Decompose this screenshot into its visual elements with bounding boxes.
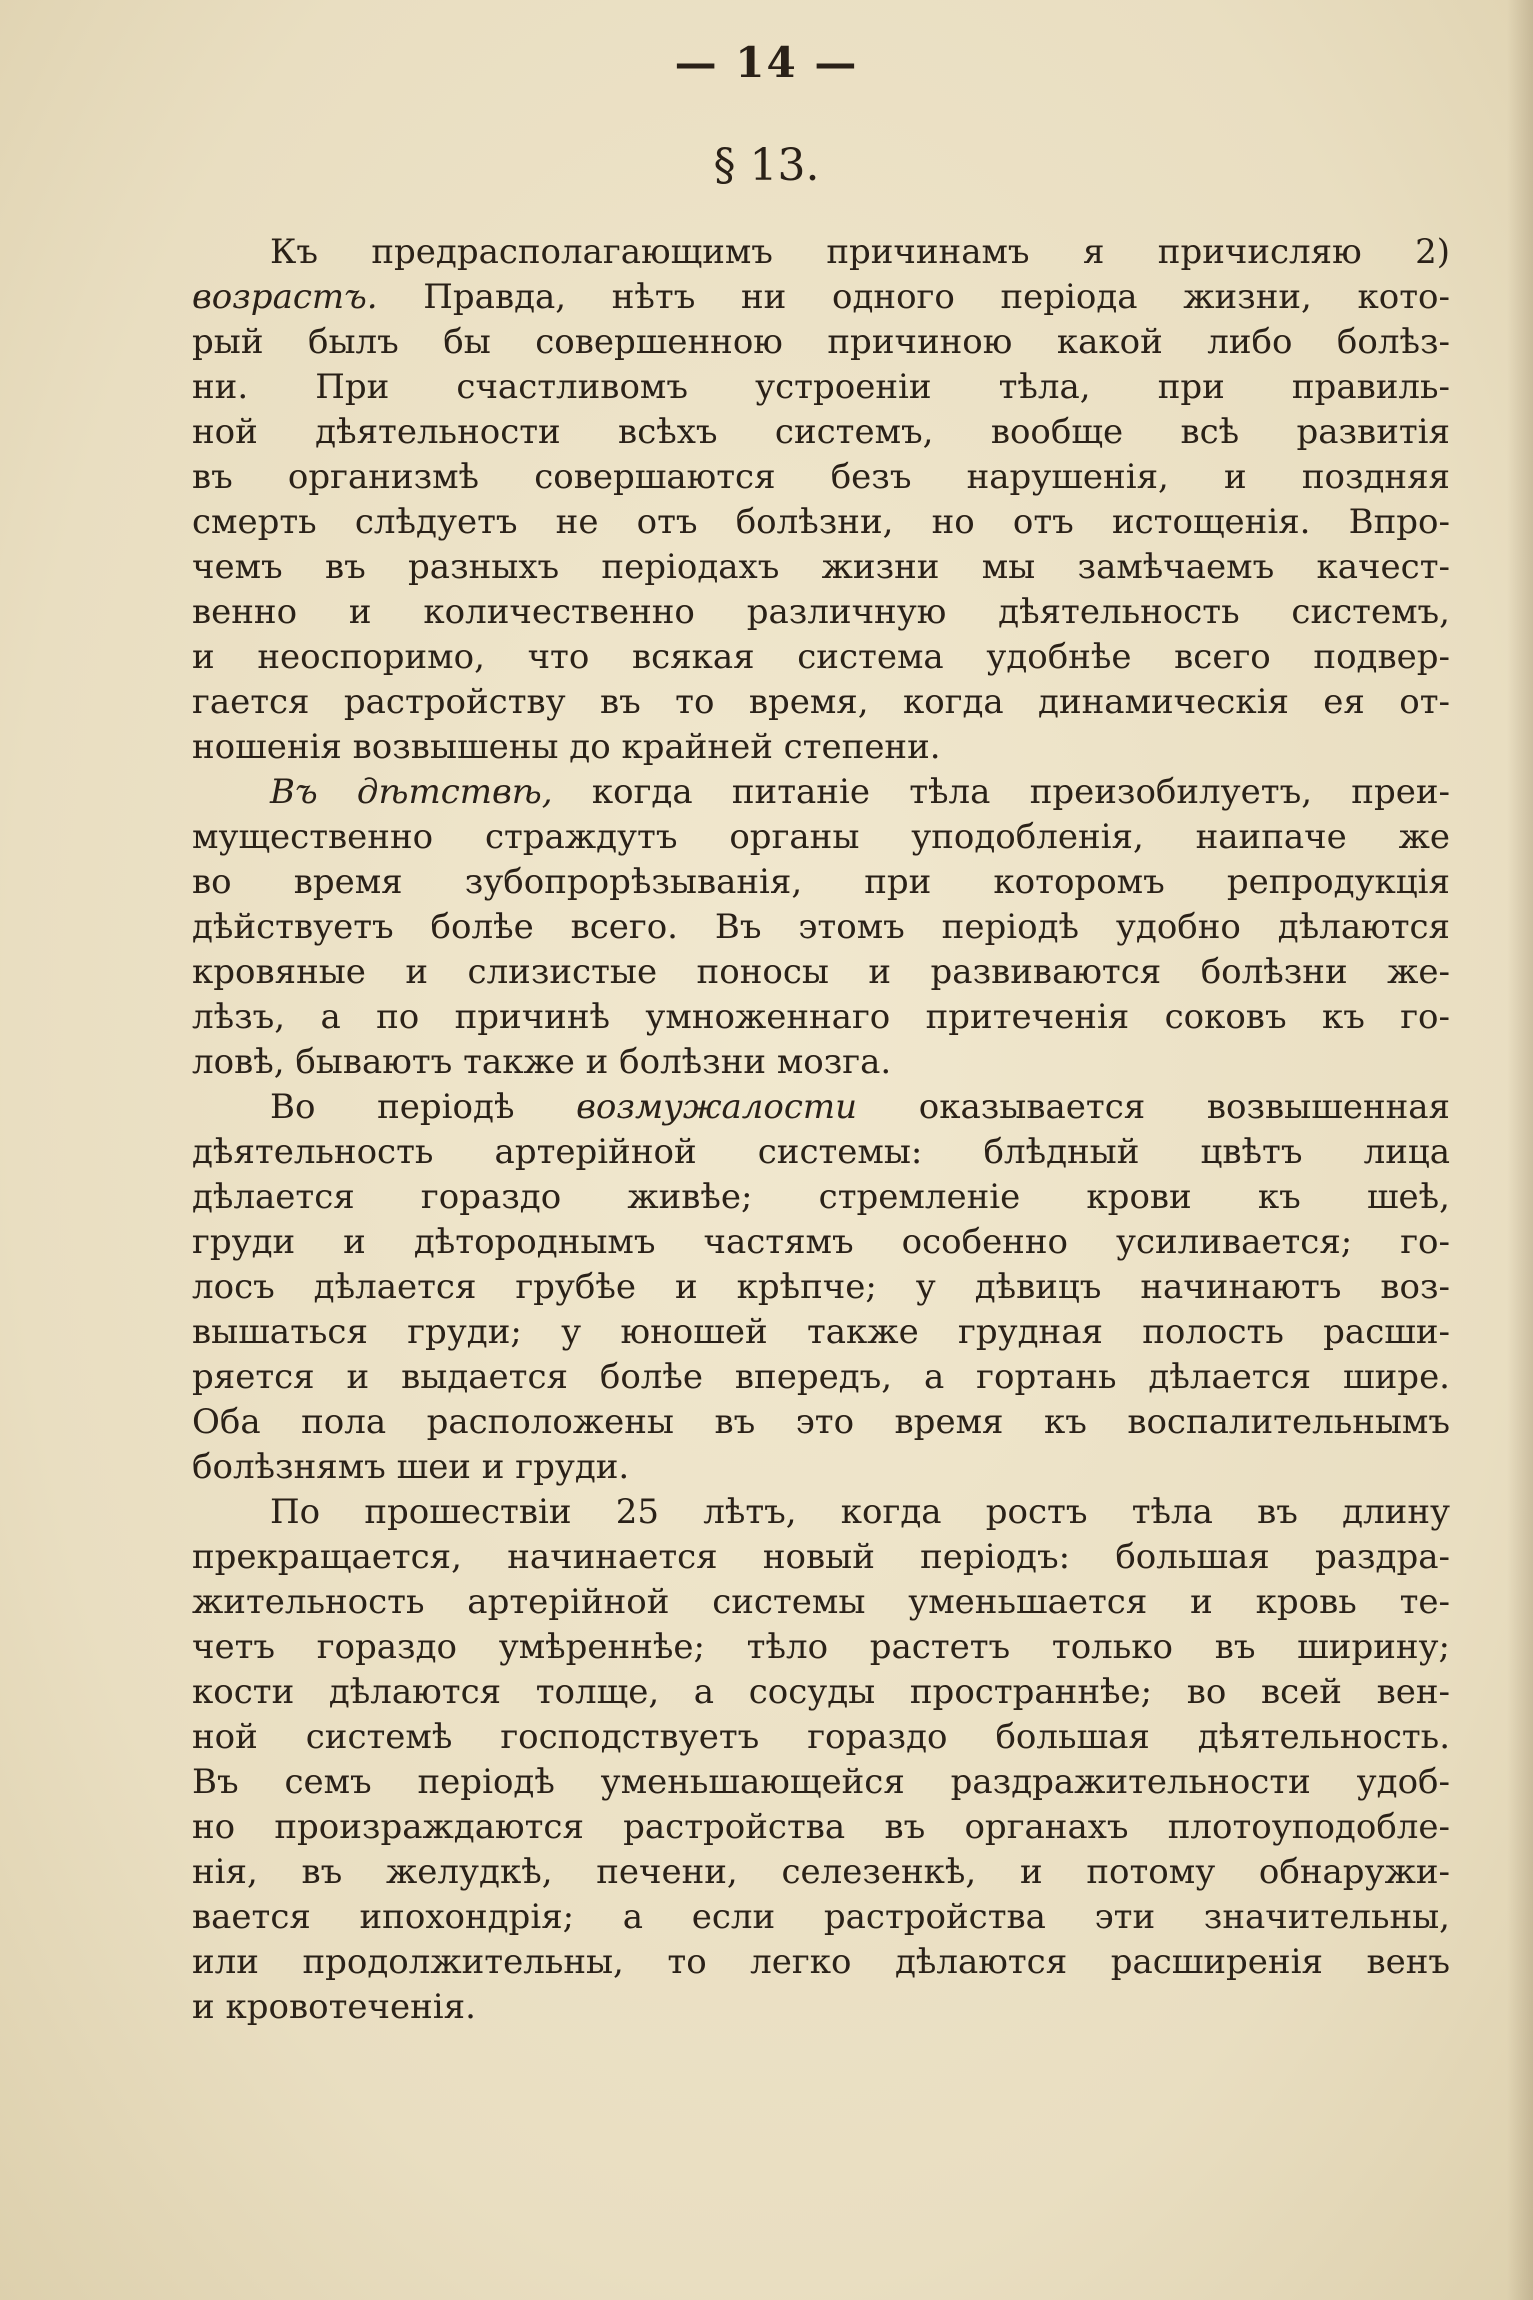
- line-text: ной дѣятельности всѣхъ системъ, вообще всѣ развитія: [192, 412, 1450, 452]
- text-line: [192, 1760, 1450, 1805]
- page-number: — 14 —: [674, 38, 859, 87]
- text-line: [192, 1670, 1450, 1715]
- line-text: венно и количественно различную дѣятельность системъ,: [192, 592, 1450, 632]
- text-line: [192, 1220, 1450, 1265]
- text-line: [192, 230, 1450, 275]
- text-line: [192, 950, 1450, 995]
- line-text: мущественно страждутъ органы уподобленія, наипаче же: [192, 817, 1450, 857]
- text-line: [192, 905, 1450, 950]
- text-line: [192, 545, 1450, 590]
- line-text: но произраждаются растройства въ органахъ плотоуподобле-: [192, 1807, 1450, 1847]
- text-line: [192, 725, 1450, 770]
- page-edge-shadow: [1507, 0, 1533, 2300]
- text-line: [192, 1535, 1450, 1580]
- line-text: ношенія возвышены до крайней степени.: [192, 727, 941, 767]
- text-line: [192, 1625, 1450, 1670]
- text-line: [192, 1175, 1450, 1220]
- text-line: [192, 1985, 1450, 2030]
- text-line: [192, 1130, 1450, 1175]
- line-text: оказывается возвышенная: [857, 1087, 1450, 1127]
- line-text: кровяные и слизистые поносы и развиваются болѣзни же-: [192, 952, 1450, 992]
- line-text: и неоспоримо, что всякая система удобнѣе всего подвер-: [192, 637, 1450, 677]
- text-line: [192, 455, 1450, 500]
- line-text: Въ семъ періодѣ уменьшающейся раздражительности удоб-: [192, 1762, 1450, 1802]
- line-text: вышаться груди; у юношей также грудная полость расши-: [192, 1312, 1450, 1352]
- italic-term: Въ дѣтствѣ,: [270, 772, 553, 812]
- text-line: [192, 1940, 1450, 1985]
- text-line: [192, 1040, 1450, 1085]
- italic-term: возрастъ.: [192, 277, 378, 317]
- line-text: По прошествіи 25 лѣтъ, когда ростъ тѣла въ длину: [270, 1492, 1450, 1532]
- line-text: дѣлается гораздо живѣе; стремленіе крови къ шеѣ,: [192, 1177, 1450, 1217]
- text-line: [192, 815, 1450, 860]
- text-line: [192, 365, 1450, 410]
- text-line: [192, 1715, 1450, 1760]
- text-line: [192, 1895, 1450, 1940]
- line-text: прекращается, начинается новый періодъ: большая раздра-: [192, 1537, 1450, 1577]
- text-line: [192, 770, 1450, 815]
- text-line: [192, 1580, 1450, 1625]
- line-text: или продолжительны, то легко дѣлаются расширенія венъ: [192, 1942, 1450, 1982]
- text-line: [192, 410, 1450, 455]
- line-text: жительность артерійной системы уменьшается и кровь те-: [192, 1582, 1450, 1622]
- text-line: [192, 1355, 1450, 1400]
- text-line: [192, 635, 1450, 680]
- line-text: болѣзнямъ шеи и груди.: [192, 1447, 630, 1487]
- line-text: и кровотеченія.: [192, 1987, 476, 2027]
- text-line: [192, 995, 1450, 1040]
- line-text: лосъ дѣлается грубѣе и крѣпче; у дѣвицъ начинаютъ воз-: [192, 1267, 1450, 1307]
- text-line: [192, 1265, 1450, 1310]
- text-line: [192, 500, 1450, 545]
- line-text: ряется и выдается болѣе впередъ, а гортань дѣлается шире.: [192, 1357, 1450, 1397]
- line-text: лѣзъ, а по причинѣ умноженнаго притеченія соковъ къ го-: [192, 997, 1450, 1037]
- text-line: [192, 1805, 1450, 1850]
- text-line: [192, 320, 1450, 365]
- line-text: Правда, нѣтъ ни одного періода жизни, кото-: [377, 277, 1450, 317]
- line-text: кости дѣлаются толще, а сосуды пространнѣе; во всей вен-: [192, 1672, 1450, 1712]
- line-text: ловѣ, бываютъ также и болѣзни мозга.: [192, 1042, 892, 1082]
- line-text: Къ предрасполагающимъ причинамъ я причисляю 2): [270, 232, 1450, 272]
- text-line: [192, 1085, 1450, 1130]
- line-text: груди и дѣтороднымъ частямъ особенно усиливается; го-: [192, 1222, 1450, 1262]
- line-text: въ организмѣ совершаются безъ нарушенія, и поздняя: [192, 457, 1450, 497]
- text-line: [192, 1310, 1450, 1355]
- line-text: когда питаніе тѣла преизобилуетъ, преи-: [552, 772, 1450, 812]
- line-text: нія, въ желудкѣ, печени, селезенкѣ, и потому обнаружи-: [192, 1852, 1450, 1892]
- line-text: гается растройству въ то время, когда динамическія ея от-: [192, 682, 1450, 722]
- line-text: во время зубопрорѣзыванія, при которомъ репродукція: [192, 862, 1450, 902]
- text-line: [192, 590, 1450, 635]
- line-text: дѣйствуетъ болѣе всего. Въ этомъ періодѣ удобно дѣлаются: [192, 907, 1450, 947]
- section-heading: § 13.: [713, 140, 820, 191]
- text-line: [192, 1490, 1450, 1535]
- text-line: [192, 860, 1450, 905]
- line-text: четъ гораздо умѣреннѣе; тѣло растетъ только въ ширину;: [192, 1627, 1450, 1667]
- line-text: Во періодѣ: [270, 1087, 577, 1127]
- line-text: ни. При счастливомъ устроеніи тѣла, при правиль-: [192, 367, 1450, 407]
- line-text: Оба пола расположены въ это время къ воспалительнымъ: [192, 1402, 1450, 1442]
- line-text: ной системѣ господствуетъ гораздо большая дѣятельность.: [192, 1717, 1450, 1757]
- text-line: [192, 275, 1450, 320]
- text-line: [192, 680, 1450, 725]
- line-text: дѣятельность артерійной системы: блѣдный цвѣтъ лица: [192, 1132, 1450, 1172]
- italic-term: возмужалости: [576, 1087, 858, 1127]
- body-text: [192, 230, 1450, 2030]
- line-text: вается ипохондрія; а если растройства эти значительны,: [192, 1897, 1450, 1937]
- line-text: смерть слѣдуетъ не отъ болѣзни, но отъ истощенія. Впро-: [192, 502, 1450, 542]
- text-line: [192, 1850, 1450, 1895]
- text-line: [192, 1445, 1450, 1490]
- line-text: чемъ въ разныхъ періодахъ жизни мы замѣчаемъ качест-: [192, 547, 1450, 587]
- line-text: рый былъ бы совершенною причиною какой либо болѣз-: [192, 322, 1450, 362]
- text-line: [192, 1400, 1450, 1445]
